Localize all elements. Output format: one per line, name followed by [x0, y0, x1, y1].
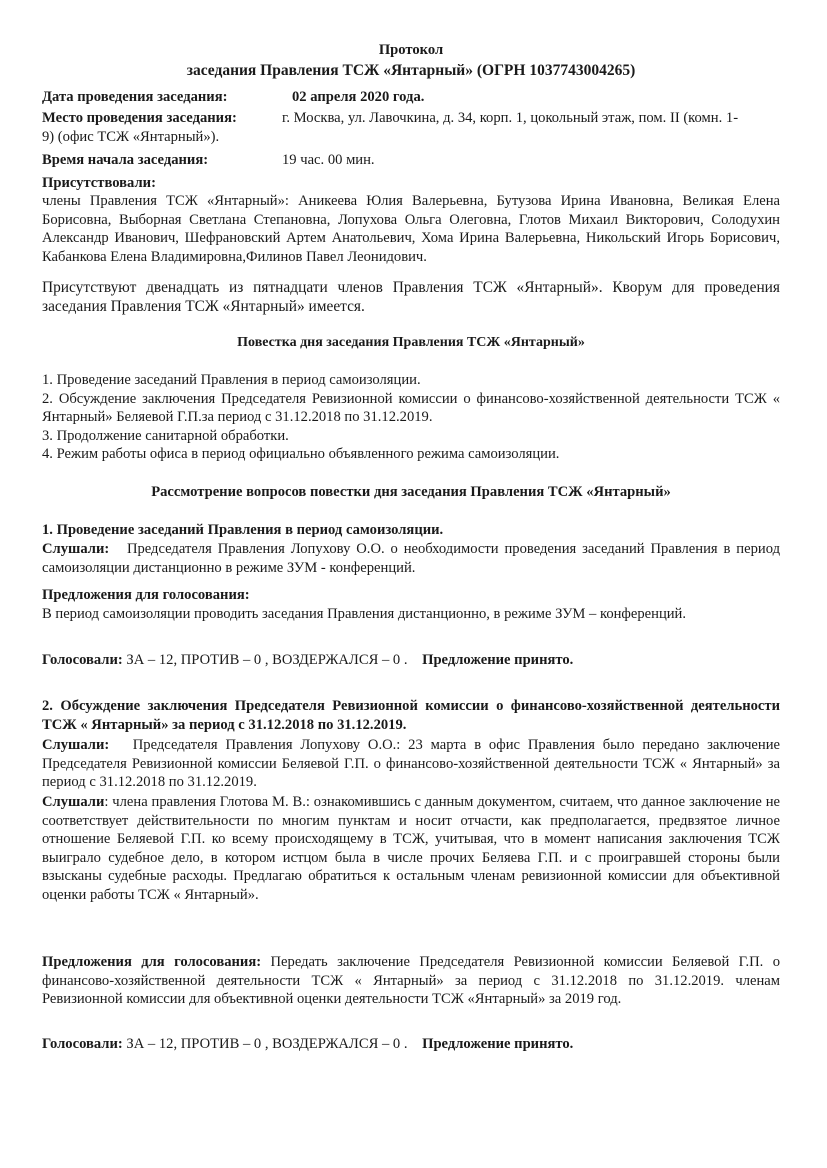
proposal-label: Предложения для голосования:: [42, 954, 262, 970]
quorum-statement: Присутствуют двенадцать из пятнадцати членов Правления ТСЖ «Янтарный». Кворум для проведения заседания Правления ТСЖ «Янтарный» имеется.: [42, 279, 780, 315]
agenda-item: 4. Режим работы офиса в период официально объявленного режима самоизоляции.: [42, 446, 560, 463]
section2-heard-chair: [42, 736, 780, 792]
vote-result: Предложение принято.: [422, 1036, 574, 1052]
section1-heading: 1. Проведение заседаний Правления в период самоизоляции.: [42, 522, 444, 538]
agenda-heading: Повестка дня заседания Правления ТСЖ «Янтарный»: [237, 335, 585, 350]
section1-vote: [42, 651, 780, 670]
document-title: Протокол: [378, 42, 444, 58]
place-value-line1: г. Москва, ул. Лавочкина, д. 34, корп. 1, цокольный этаж, пом. II (комн. 1-: [282, 110, 739, 126]
section1-proposal-text: В период самоизоляции проводить заседания Правления дистанционно, в режиме ЗУМ – конференций.: [42, 606, 687, 622]
place-label: Место проведения заседания:: [42, 110, 237, 126]
vote-result: Предложение принято.: [422, 652, 574, 668]
heard-text: Председателя Правления Лопухову О.О. о необходимости проведения заседаний Правления в период самоизоляции дистанционно в режиме ЗУМ - конференций.: [42, 541, 780, 576]
place-value-line2: 9) (офис ТСЖ «Янтарный»).: [42, 128, 220, 145]
agenda-item: 1. Проведение заседаний Правления в период самоизоляции.: [42, 372, 421, 388]
vote-label: Голосовали:: [42, 652, 123, 668]
section1-proposal-label: Предложения для голосования:: [42, 587, 250, 603]
heard-label: Слушали:: [42, 541, 110, 557]
section2-heard-member: [42, 793, 780, 905]
consideration-heading: Рассмотрение вопросов повестки дня заседания Правления ТСЖ «Янтарный»: [151, 484, 671, 500]
document-subtitle: заседания Правления ТСЖ «Янтарный» (ОГРН 1037743004265): [186, 62, 636, 79]
attendees-list: члены Правления ТСЖ «Янтарный»: Аникеева Юлия Валерьевна, Бутузова Ирина Ивановна, Великая Елена Борисовна, Выборная Светлана Степановна, Лопухова Ольга Олеговна, Глотов Михаил Викторович, Солодухин Александр Иванович, Шефрановский Артем Анатольевич, Хома Ирина Валерьевна, Никольский Игорь Борисович, Кабанкова Елена Владимировна,Филинов Павел Леонидович.: [42, 193, 780, 265]
heard-label: Слушали: [42, 794, 105, 810]
date-label: Дата проведения заседания:: [42, 89, 228, 105]
vote-text: ЗА – 12, ПРОТИВ – 0 , ВОЗДЕРЖАЛСЯ – 0 .: [126, 1036, 408, 1052]
proposal-text: Передать заключение Председателя Ревизионной комиссии Беляевой Г.П. о финансово-хозяйственной деятельности ТСЖ « Янтарный» за период с 31.12.2018 по 31.12.2019. членам Ревизионной комиссии для объективной оценки деятельности ТСЖ «Янтарный» за 2019 год.: [42, 954, 780, 1008]
heard-label: Слушали:: [42, 737, 110, 753]
attendees-label: Присутствовали:: [42, 175, 156, 191]
section2-heading: 2. Обсуждение заключения Председателя Ревизионной комиссии о финансово-хозяйственной деятельности ТСЖ « Янтарный» за период с 31.12.2018 по 31.12.2019.: [42, 698, 780, 733]
vote-label: Голосовали:: [42, 1036, 123, 1052]
section2-vote: [42, 1035, 780, 1054]
heard-text: : члена правления Глотова М. В.: ознакомившись с данным документом, считаем, что данное заключение не соответствует действительности по многим пунктам и носит отчасти, как предполагается, предвзятое личное отношение Беляевой Г.П. ко всему происходящему в ТСЖ, учитывая, что в момент написания заключения ТСЖ выиграло судебное дело, в котором истцом была в числе прочих Беляева Г.П. и с проигравшей стороны были взысканы судебные расходы. Предлагаю обратиться к остальным членам ревизионной комиссии для объективной оценки работы ТСЖ « Янтарный».: [42, 794, 780, 903]
agenda-list: [42, 371, 780, 464]
agenda-item: 2. Обсуждение заключения Председателя Ревизионной комиссии о финансово-хозяйственной деятельности ТСЖ « Янтарный» Беляевой Г.П.за период с 31.12.2018 по 31.12.2019.: [42, 390, 780, 426]
vote-text: ЗА – 12, ПРОТИВ – 0 , ВОЗДЕРЖАЛСЯ – 0 .: [126, 652, 408, 668]
section1-heard: [42, 540, 780, 577]
meeting-time: [42, 151, 780, 170]
date-value: 02 апреля 2020 года.: [292, 89, 425, 105]
section2-proposal: [42, 953, 780, 1009]
time-value: 19 час. 00 мин.: [282, 152, 375, 168]
meeting-date: [42, 88, 780, 107]
meeting-place: [42, 109, 780, 147]
heard-text: Председателя Правления Лопухову О.О.: 23 марта в офис Правления было передано заключение Председателя Ревизионной комиссии Беляевой Г.П. о финансово-хозяйственной деятельности ТСЖ « Янтарный» за период с 31.12.2018 по 31.12.2019.: [42, 737, 781, 791]
time-label: Время начала заседания:: [42, 152, 209, 168]
agenda-item: 3. Продолжение санитарной обработки.: [42, 427, 289, 444]
